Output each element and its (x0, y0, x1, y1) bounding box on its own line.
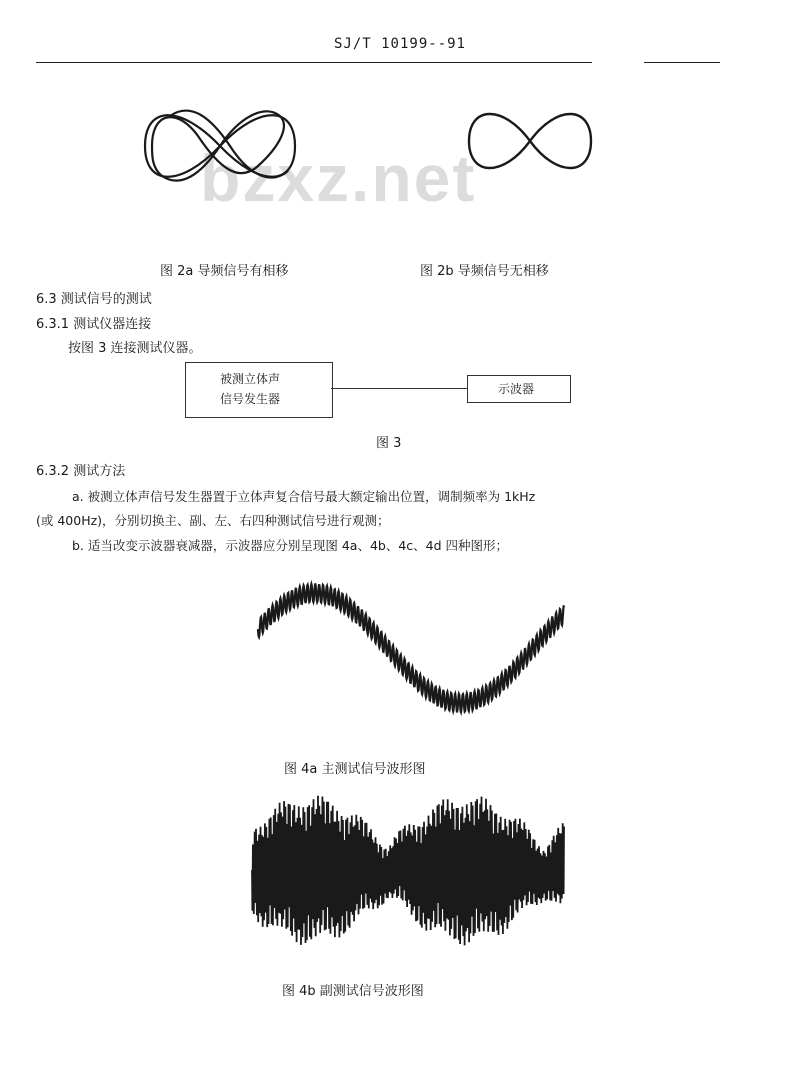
signal-generator-label-2: 信号发生器 (220, 392, 281, 406)
oscilloscope-label: 示波器 (498, 382, 535, 396)
section-6-3-1-text: 按图 3 连接测试仪器。 (68, 341, 202, 356)
header-rule-right (644, 62, 720, 63)
oscilloscope-box (467, 375, 571, 403)
section-6-3-1-heading: 6.3.1 测试仪器连接 (36, 317, 152, 332)
figure-2a-lissajous (140, 96, 300, 196)
item-a-line-2: (或 400Hz)，分别切换主、副、左、右四种测试信号进行观测； (36, 513, 390, 528)
figure-3-caption: 图 3 (376, 436, 402, 451)
section-6-3-heading: 6.3 测试信号的测试 (36, 292, 152, 307)
watermark: bzxz.net (200, 141, 477, 215)
figure-4b-waveform (252, 790, 564, 950)
item-b: b. 适当改变示波器衰减器，示波器应分别呈现图 4a、4b、4c、4d 四种图形； (72, 538, 509, 553)
sub-signal-trace (252, 796, 564, 946)
figure-2a-caption: 图 2a 导频信号有相移 (160, 264, 289, 279)
header-rule (36, 62, 592, 63)
figure-4a-waveform (258, 568, 564, 728)
connection-line (331, 388, 467, 389)
signal-generator-box (185, 362, 333, 418)
figure-4a-caption: 图 4a 主测试信号波形图 (284, 762, 426, 777)
lissajous-curve-2 (152, 111, 284, 180)
section-6-3-2-heading: 6.3.2 测试方法 (36, 464, 126, 479)
figure-2b-caption: 图 2b 导频信号无相移 (420, 264, 549, 279)
signal-generator-label-1: 被测立体声 (220, 372, 281, 386)
figure-4b-caption: 图 4b 副测试信号波形图 (282, 984, 424, 999)
main-signal-trace (258, 584, 564, 712)
figure-2b-lissajous (465, 100, 595, 182)
item-a-line-1: a. 被测立体声信号发生器置于立体声复合信号最大额定输出位置，调制频率为 1kHz (72, 489, 536, 504)
standard-number: SJ/T 10199--91 (333, 36, 466, 52)
